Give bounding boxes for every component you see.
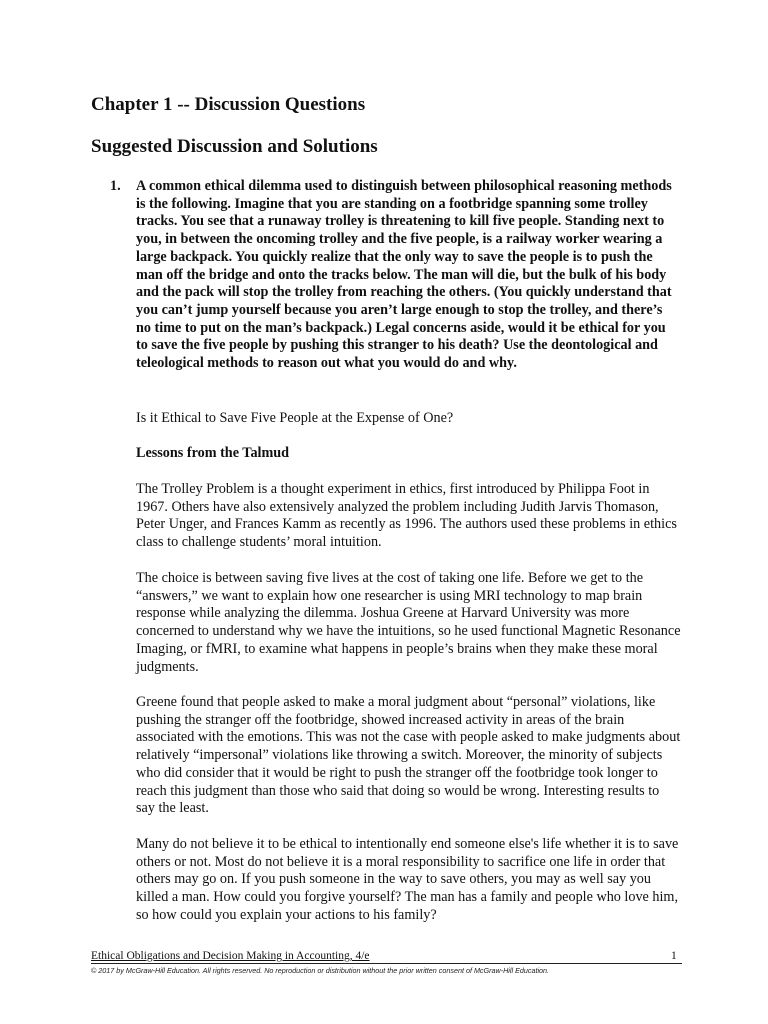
paragraph: Greene found that people asked to make a moral judgment about “personal” violations, like pushing the stranger off the footbridge, showed increased activity in areas of the brain associated with the emotions. This was not the case with people asked to make judgments about relatively “impersonal” violations like throwing a switch. Moreover, the minority of subjects who did consider that it would be right to push the stranger off the footbridge took longer to reach this judgment than those who said that doing so would be wrong. Interesting results to say the least. — [136, 694, 681, 817]
subheading: Lessons from the Talmud — [136, 445, 290, 461]
paragraph: Many do not believe it to be ethical to intentionally end someone else's life whether it is to save others or not. Most do not believe it is a moral responsibility to sacrifice one life in order that others may go on. If you push someone in the way to save others, you may as well say you killed a man. How could you forgive yourself? The man has a family and people who love him, so how could you explain your actions to his family? — [136, 836, 679, 923]
answer-heading: Is it Ethical to Save Five People at the Expense of One? — [136, 410, 454, 426]
footer-divider — [91, 963, 682, 964]
section-title: Suggested Discussion and Solutions — [91, 136, 378, 157]
paragraph: The Trolley Problem is a thought experiment in ethics, first introduced by Philippa Foot in 1967. Others have also extensively analyzed the problem including Judith Jarvis Thomason, Peter Unger, and Frances Kamm as recently as 1996. The authors used these problems in ethics class to challenge students’ moral intuition. — [136, 481, 677, 551]
question-number: 1. — [110, 178, 121, 194]
footer-page-number: 1 — [671, 950, 677, 962]
copyright-notice: © 2017 by McGraw-Hill Education. All rights reserved. No reproduction or distribution without the prior written consent of McGraw-Hill Education. — [91, 966, 550, 975]
chapter-title: Chapter 1 -- Discussion Questions — [91, 94, 366, 115]
paragraph: The choice is between saving five lives at the cost of taking one life. Before we get to the “answers,” we want to explain how one researcher is using MRI technology to map brain response while analyzing the dilemma. Joshua Greene at Harvard University was more concerned to understand why we have the intuitions, so he used functional Magnetic Resonance Imaging, or fMRI, to examine what happens in people’s brains when they make these moral judgments. — [136, 570, 681, 675]
question-text: A common ethical dilemma used to distinguish between philosophical reasoning methods is the following. Imagine that you are standing on a footbridge spanning some trolley tracks. You see that a runaway trolley is threatening to kill five people. Standing next to you, in between the oncoming trolley and the five people, is a railway worker wearing a large backpack. You quickly realize that the only way to save the people is to push the man off the bridge and onto the tracks below. The man will die, but the bulk of his body and the pack will stop the trolley from reaching the others. (You quickly understand that you can’t jump yourself because you aren’t large enough to stop the trolley, and there’s no time to put on the man’s backpack.) Legal concerns aside, would it be ethical for you to save the five people by pushing this stranger to his death? Use the deontological and teleological methods to reason out what you would do and why. — [136, 178, 672, 372]
footer-book-title: Ethical Obligations and Decision Making in Accounting, 4/e — [91, 950, 370, 962]
